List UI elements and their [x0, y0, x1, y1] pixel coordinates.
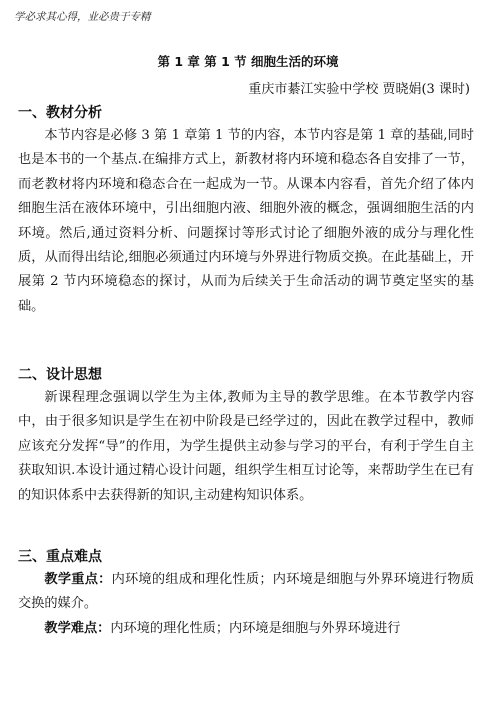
author-line: 重庆市綦江实验中学校 贾晓娟(3 课时)	[248, 82, 470, 97]
header-motto: 学必求其心得，业必贵于专精	[14, 11, 151, 23]
section-text: 本节内容是必修 3 第 1 章第 1 节的内容，本节内容是第 1 章的基础,同时也是本书的一个基点.在编排方式上，新教材将内环境和稳态各自安排了一节，而老教材将内环境和稳态合在一起成为一节。从课本内容看，首先介绍了体内细胞生活在液体环境中，引出细胞内液、细胞外液的概念，强调细胞生活的内环境。然后,通过资料分析、问题探讨等形式讨论了细胞外液的成分与理化性质，从而得出结论,细胞必须通过内环境与外界进行物质交换。在此基础上，开展第 2 节内环境稳态的探讨，从而为后续关于生命活动的调节奠定坚实的基础。	[18, 128, 474, 314]
difficulty-label: 教学难点：	[44, 620, 111, 636]
section-analysis	[18, 102, 474, 319]
section-text: 新课程理念强调以学生为主体,教师为主导的教学思维。在本节教学内容中，由于很多知识是学生在初中阶段是已经学过的，因此在教学过程中，教师应该充分发挥“导”的作用，为学生提供主动参与学习的平台，有利于学生自主获取知识.本设计通过精心设计问题，组织学生相互讨论等，来帮助学生在已有的知识体系中去获得新的知识,主动建构知识体系。	[18, 390, 474, 503]
key-point-text: 内环境的组成和理化性质；内环境是细胞与外界环境进行物质交换的媒介。	[18, 572, 475, 612]
document-title: 第 1 章 第 1 节 细胞生活的环境	[157, 54, 339, 69]
difficulty-line	[18, 617, 474, 641]
section-heading: 二、设计思想	[18, 367, 102, 383]
difficulty-text: 内环境的理化性质；内环境是细胞与外界环境进行	[110, 620, 401, 636]
section-heading: 一、教材分析	[18, 105, 102, 121]
section-heading: 三、重点难点	[18, 549, 102, 565]
section-design	[18, 364, 474, 508]
section-key-points	[18, 546, 474, 641]
key-point-line	[18, 568, 474, 617]
key-point-label: 教学重点：	[44, 572, 112, 587]
